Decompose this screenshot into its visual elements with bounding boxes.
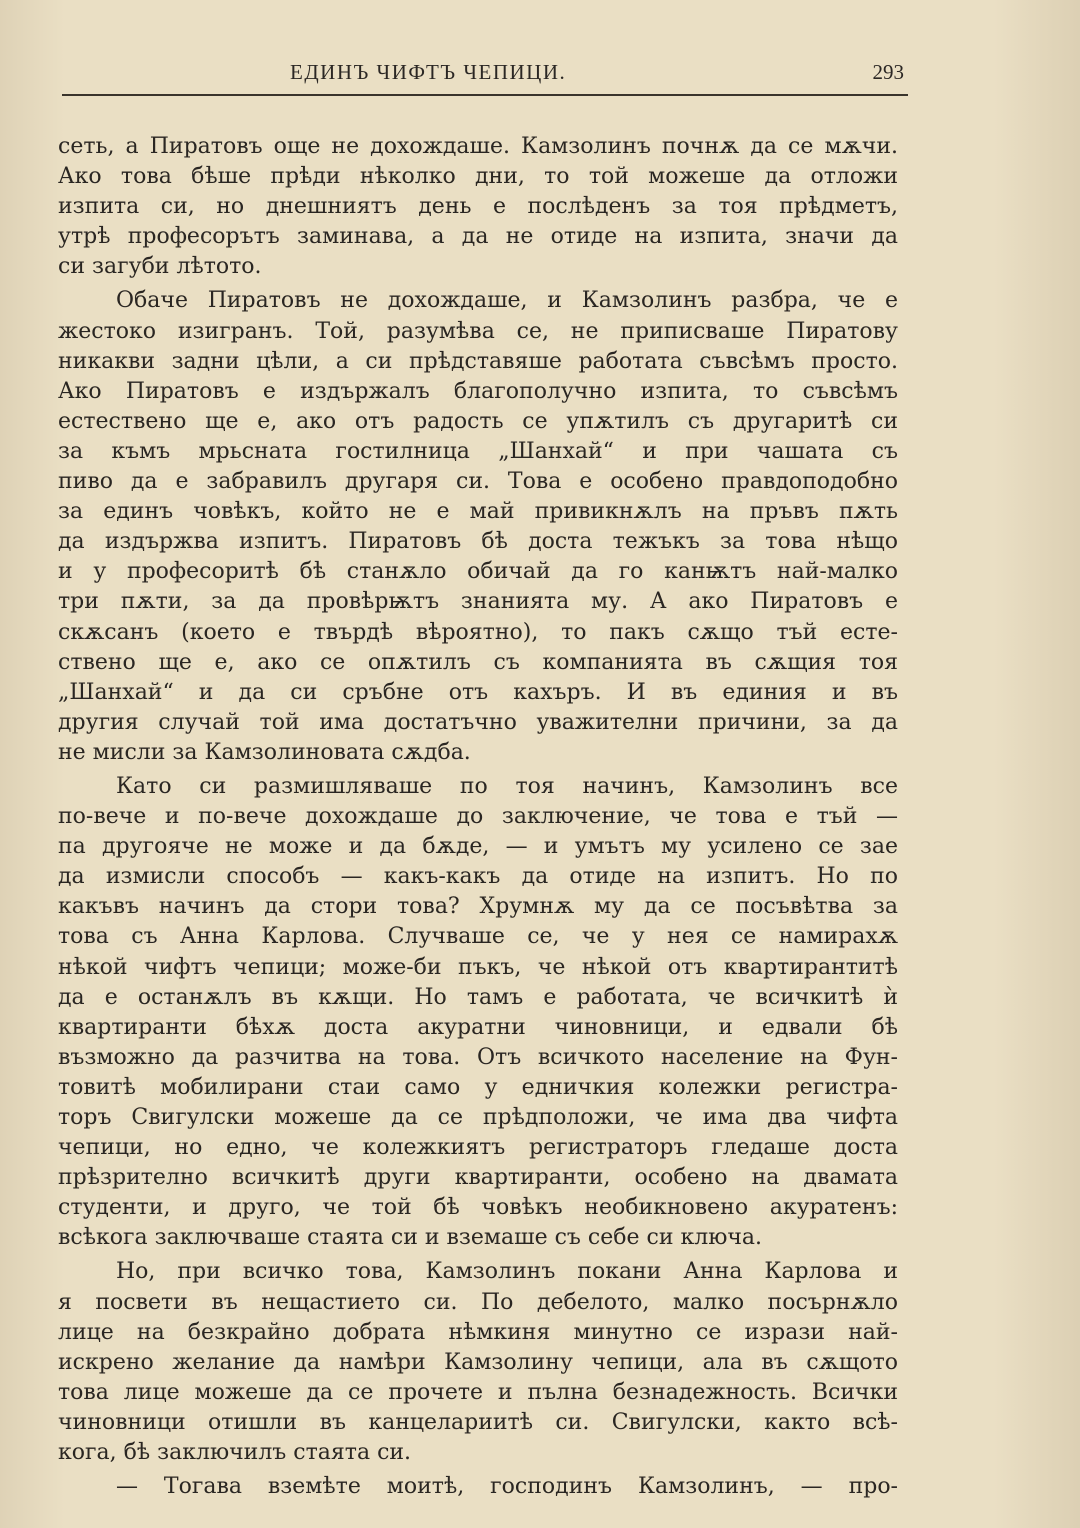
text-line: жестоко изигранъ. Той, разумѣва се, не приписваше Пиратову bbox=[58, 318, 898, 344]
text-line: Ако Пиратовъ е издържалъ благополучно изпита, то съвсѣмъ bbox=[58, 378, 898, 404]
text-line: „Шанхай“ и да си сръбне отъ кахъръ. И въ единия и въ bbox=[58, 679, 898, 705]
text-line: изпита си, но днешниятъ день е послѣденъ за тоя прѣдметъ, bbox=[58, 194, 898, 220]
text-line: за къмъ мрьсната гостилница „Шанхай“ и при чашата съ bbox=[58, 438, 898, 464]
paragraph bbox=[58, 132, 898, 282]
text-line: естествено ще е, ако отъ радость се упѫтилъ съ другаритѣ си bbox=[58, 408, 898, 434]
text-line: нѣкой чифтъ чепици; може-би пъкъ, че нѣкой отъ квартирантитѣ bbox=[58, 954, 898, 980]
text-line: пиво да е забравилъ другаря си. Това е особено правдоподобно bbox=[58, 469, 898, 495]
running-title: ЕДИНЪ ЧИФТЪ ЧЕПИЦИ. bbox=[290, 60, 567, 84]
text-line: и у професоритѣ бѣ станѫло обичай да го канѭтъ най-малко bbox=[58, 559, 898, 585]
text-line: възможно да разчитва на това. Отъ всичкото население на Фун- bbox=[58, 1044, 898, 1070]
text-line: това лице можеше да се прочете и пълна безнадежность. Всички bbox=[58, 1379, 898, 1405]
text-line: си загуби лѣтото. bbox=[58, 254, 262, 280]
header-rule bbox=[62, 94, 908, 96]
text-line: да измисли способъ — какъ-какъ да отиде на изпитъ. Но по bbox=[58, 864, 898, 890]
text-line: ствено ще е, ако се опѫтилъ съ компанията въ сѫщия тоя bbox=[58, 649, 898, 675]
text-line: това съ Анна Карлова. Случваше се, че у нея се намирахѫ bbox=[58, 924, 898, 950]
paragraph bbox=[58, 772, 898, 1254]
text-line: всѣкога заключваше стаята си и вземаше съ себе си ключа. bbox=[58, 1225, 763, 1251]
text-line: па другояче не може и да бѫде, — и умътъ му усилено се зае bbox=[58, 834, 898, 860]
text-line: да е останѫлъ въ кѫщи. Но тамъ е работата, че всичкитѣ ѝ bbox=[58, 984, 898, 1010]
text-line: чиновници отишли въ канцелариитѣ си. Свигулски, както всѣ- bbox=[58, 1409, 898, 1435]
text-line: не мисли за Камзолиновата сѫдба. bbox=[58, 739, 471, 765]
text-line: Но, при всичко това, Камзолинъ покани Анна Карлова и bbox=[116, 1259, 898, 1285]
text-line: Като си размишляваше по тоя начинъ, Камзолинъ все bbox=[116, 773, 898, 799]
page-number: 293 bbox=[872, 60, 904, 84]
text-line: по-вече и по-вече дохождаше до заключение, че това е тъй — bbox=[58, 804, 898, 830]
text-line: за единъ човѣкъ, който не е май привикнѫлъ на пръвъ пѫть bbox=[58, 499, 898, 525]
text-line: — Тогава вземѣте моитѣ, господинъ Камзолинъ, — про- bbox=[116, 1474, 898, 1500]
page-header bbox=[62, 52, 908, 92]
text-line: чепици, но едно, че колежкиятъ регистраторъ гледаше доста bbox=[58, 1135, 898, 1161]
text-line: никакви задни цѣли, а си прѣдставяше работата съвсѣмъ просто. bbox=[58, 348, 898, 374]
text-line: я посвети въ нещастието си. По дебелото, малко посърнѫло bbox=[58, 1289, 898, 1315]
text-line: Ако това бѣше прѣди нѣколко дни, то той можеше да отложи bbox=[58, 164, 898, 190]
text-line: сеть, а Пиратовъ още не дохождаше. Камзолинъ почнѫ да се мѫчи. bbox=[58, 134, 898, 159]
text-line: искрено желание да намѣри Камзолину чепици, ала въ сѫщото bbox=[58, 1349, 898, 1375]
body-text bbox=[58, 132, 898, 1506]
text-line: прѣзрително всичкитѣ други квартиранти, особено на двамата bbox=[58, 1165, 898, 1191]
text-line: Обаче Пиратовъ не дохождаше, и Камзолинъ разбра, че е bbox=[116, 288, 898, 314]
text-line: три пѫти, за да провѣрѭтъ знанията му. А ако Пиратовъ е bbox=[58, 589, 898, 615]
paragraph bbox=[58, 1472, 898, 1502]
text-line: другия случай той има достатъчно уважителни причини, за да bbox=[58, 709, 898, 735]
text-line: студенти, и друго, че той бѣ човѣкъ необикновено акуратенъ: bbox=[58, 1195, 898, 1221]
paragraph bbox=[58, 1257, 898, 1468]
text-line: лице на безкрайно добрата нѣмкиня минутно се изрази най- bbox=[58, 1319, 898, 1345]
text-line: товитѣ мобилирани стаи само у едничкия колежки регистра- bbox=[58, 1074, 898, 1100]
text-line: да издържва изпитъ. Пиратовъ бѣ доста тежъкъ за това нѣщо bbox=[58, 529, 898, 555]
text-line: скѫсанъ (което е твърдѣ вѣроятно), то пакъ сѫщо тъй есте- bbox=[58, 619, 898, 645]
text-line: кога, бѣ заключилъ стаята си. bbox=[58, 1440, 412, 1466]
text-line: какъвъ начинъ да стори това? Хрумнѫ му да се посъвѣтва за bbox=[58, 894, 898, 920]
paragraph bbox=[58, 286, 898, 768]
text-line: утрѣ професорътъ заминава, а да не отиде на изпита, значи да bbox=[58, 224, 898, 250]
text-line: квартиранти бѣхѫ доста акуратни чиновници, и едвали бѣ bbox=[58, 1014, 898, 1040]
text-line: торъ Свигулски можеше да се прѣдположи, че има два чифта bbox=[58, 1105, 898, 1130]
